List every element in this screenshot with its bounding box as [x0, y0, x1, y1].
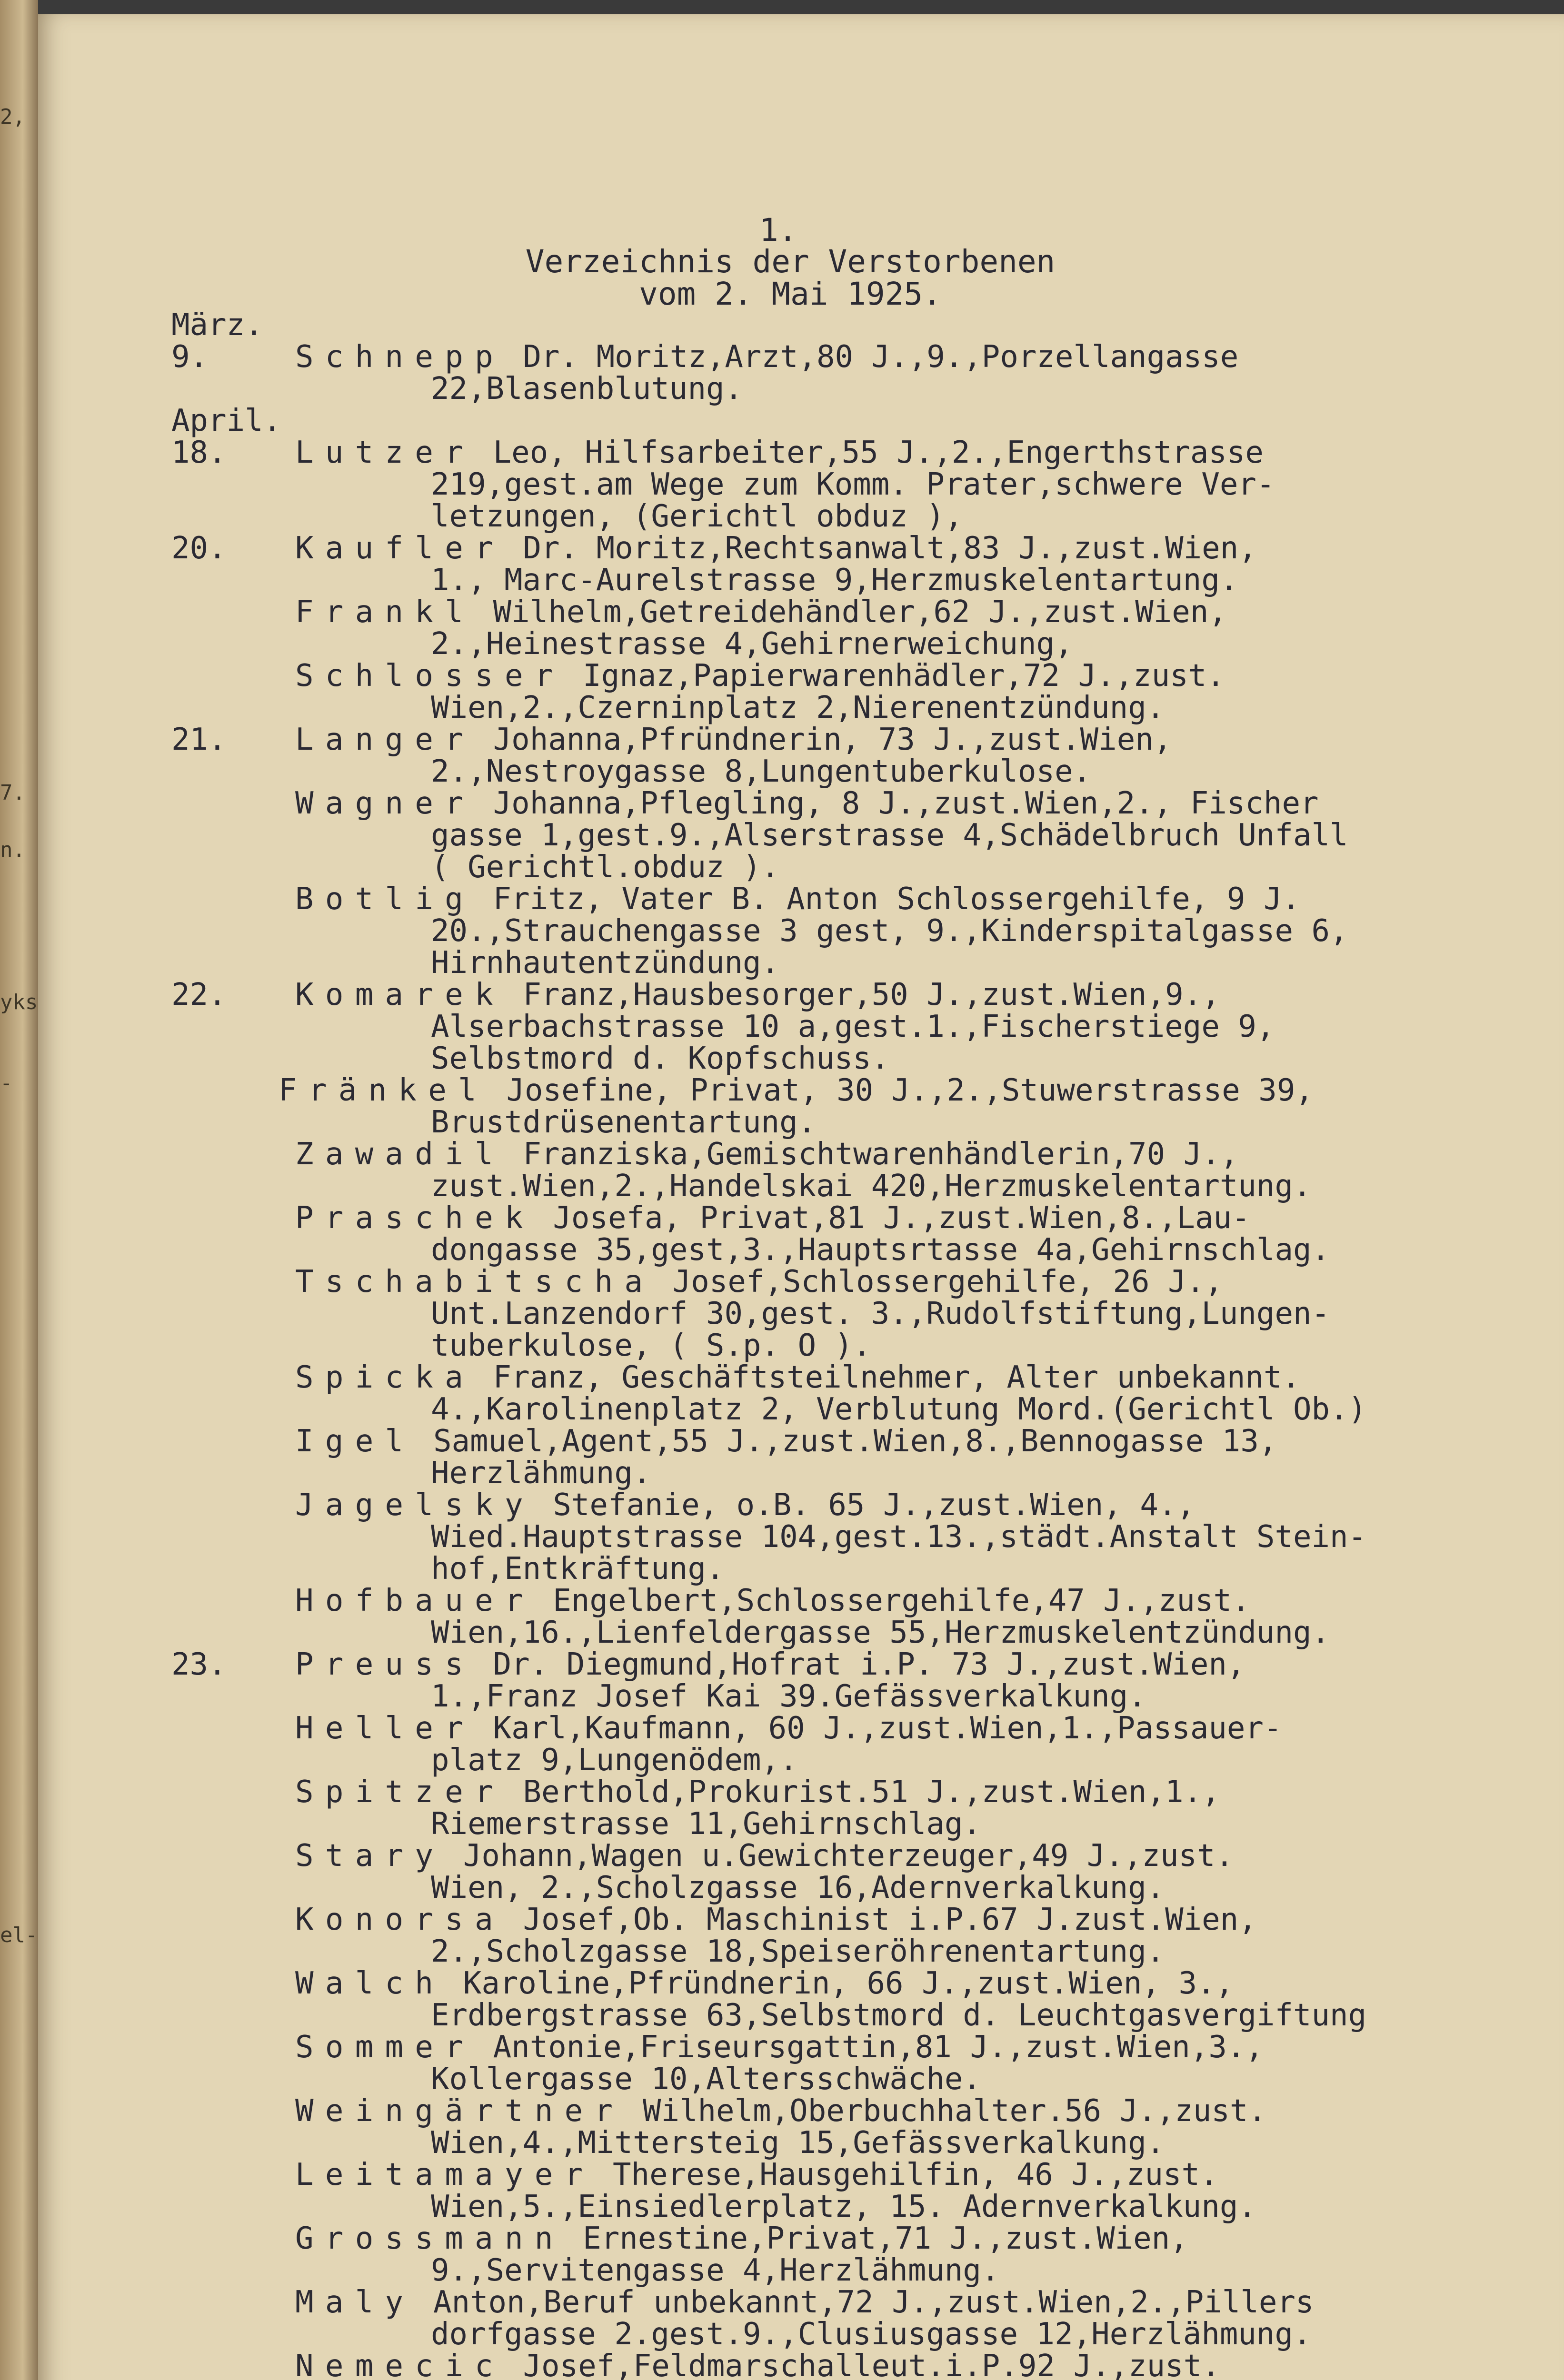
register-entry — [171, 883, 1543, 979]
entry-details: Antonie,Friseursgattin,81 J.,zust.Wien,3., — [493, 2030, 1264, 2065]
entry-first-line — [295, 1776, 1543, 1808]
entry-continuation: dongasse 35,gest,3.,Hauptsrtasse 4a,Gehirnschlag. — [431, 1232, 1330, 1268]
entry-continuation: Brustdrüsenentartung. — [431, 1105, 817, 1140]
register-entry — [171, 437, 1543, 533]
register-entry — [171, 533, 1543, 596]
entry-first-line — [295, 1968, 1543, 2000]
register-entry — [171, 1426, 1543, 1489]
entry-continuation: letzungen, (Gerichtl obduz ), — [431, 499, 963, 534]
margin-fragment: 7. — [0, 781, 25, 805]
entry-day: 9. — [171, 339, 209, 375]
entry-first-line — [295, 533, 1543, 565]
register-entry — [171, 1649, 1543, 1713]
entry-details: Josefa, Privat,81 J.,zust.Wien,8.,Lau- — [553, 1200, 1250, 1236]
entry-details: Karoline,Pfründnerin, 66 J.,zust.Wien, 3., — [463, 1966, 1234, 2001]
entry-continuation: Alserbachstrasse 10 a,gest.1.,Fischerstiege 9, — [431, 1009, 1275, 1044]
entry-day: 18. — [171, 435, 227, 470]
entry-day: 23. — [171, 1647, 227, 1682]
entry-surname: Weingärtner — [295, 2093, 625, 2129]
entry-details: Franz, Geschäftsteilnehmer, Alter unbekannt. — [493, 1360, 1301, 1395]
register-entry — [171, 1489, 1543, 1585]
entry-first-line — [295, 1904, 1543, 1936]
entry-continuation: 20.,Strauchengasse 3 gest, 9.,Kinderspitalgasse 6, — [431, 913, 1348, 949]
entry-surname: Langer — [295, 722, 475, 757]
entry-surname: Igel — [295, 1424, 415, 1459]
entry-surname: Zawadil — [295, 1137, 505, 1172]
register-entry — [171, 1202, 1543, 1266]
entry-continuation: Wien, 2.,Scholzgasse 16,Adernverkalkung. — [431, 1870, 1165, 1905]
entry-list — [171, 309, 1543, 2380]
entry-first-line — [295, 1426, 1543, 1458]
entry-details: Ernestine,Privat,71 J.,zust.Wien, — [583, 2221, 1188, 2256]
entry-continuation: 4.,Karolinenplatz 2, Verblutung Mord.(Gerichtl Ob.) — [431, 1392, 1367, 1427]
entry-first-line — [295, 1585, 1543, 1617]
entry-surname: Tschabitscha — [295, 1264, 655, 1299]
entry-continuation: Wien,4.,Mittersteig 15,Gefässverkalkung. — [431, 2125, 1165, 2161]
entry-details: Wilhelm,Oberbuchhalter.56 J.,zust. — [642, 2093, 1266, 2129]
facing-page-edge — [0, 0, 38, 2380]
entry-first-line — [295, 788, 1543, 820]
margin-fragment: yks — [0, 990, 38, 1014]
entry-first-line — [295, 2223, 1543, 2255]
entry-continuation: Hirnhautentzündung. — [431, 945, 780, 981]
entry-details: Karl,Kaufmann, 60 J.,zust.Wien,1.,Passauer- — [493, 1711, 1282, 1746]
entry-first-line — [295, 596, 1543, 628]
register-entry — [171, 2287, 1543, 2350]
entry-first-line — [295, 1202, 1543, 1234]
entry-surname: Schnepp — [295, 339, 505, 375]
register-entry — [171, 2095, 1543, 2159]
entry-first-line — [295, 1713, 1543, 1745]
entry-details: Stefanie, o.B. 65 J.,zust.Wien, 4., — [553, 1488, 1195, 1523]
register-entry — [171, 2350, 1543, 2380]
register-entry — [171, 341, 1543, 405]
register-entry — [171, 1968, 1543, 2032]
entry-surname: Schlosser — [295, 658, 565, 694]
entry-continuation: 1.,Franz Josef Kai 39.Gefässverkalkung. — [431, 1679, 1146, 1714]
entry-continuation: 1., Marc-Aurelstrasse 9,Herzmuskelentartung. — [431, 563, 1238, 598]
entry-day: 21. — [171, 722, 227, 757]
entry-continuation: Unt.Lanzendorf 30,gest. 3.,Rudolfstiftung,Lungen- — [431, 1296, 1330, 1331]
entry-details: Ignaz,Papierwarenhädler,72 J.,zust. — [583, 658, 1225, 694]
register-entry — [171, 2032, 1543, 2095]
month-heading: April. — [171, 403, 282, 438]
entry-continuation: dorfgasse 2.gest.9.,Clusiusgasse 12,Herzlähmung. — [431, 2317, 1312, 2352]
entry-continuation: Herzlähmung. — [431, 1456, 651, 1491]
entry-surname: Leitamayer — [295, 2157, 595, 2192]
entry-continuation: Kollergasse 10,Altersschwäche. — [431, 2062, 981, 2097]
entry-first-line — [295, 437, 1543, 469]
register-entry — [171, 1840, 1543, 1904]
entry-surname: Hofbauer — [295, 1583, 535, 1618]
entry-first-line — [295, 2350, 1543, 2380]
register-entry — [171, 2159, 1543, 2223]
entry-first-line — [295, 1840, 1543, 1872]
page-number: 1. — [759, 212, 797, 248]
entry-first-line — [295, 2159, 1543, 2191]
entry-day: 20. — [171, 531, 227, 566]
document-page — [38, 14, 1564, 2380]
entry-surname: Preuss — [295, 1647, 475, 1682]
entry-details: Josef,Feldmarschalleut.i.P.92 J.,zust. — [523, 2349, 1220, 2380]
entry-continuation: tuberkulose, ( S.p. O ). — [431, 1328, 871, 1363]
entry-first-line — [279, 1075, 1543, 1107]
entry-details: Fritz, Vater B. Anton Schlossergehilfe, 9 J. — [493, 882, 1301, 917]
entry-continuation: Erdbergstrasse 63,Selbstmord d. Leuchtgasvergiftung — [431, 1998, 1367, 2033]
entry-continuation: Wied.Hauptstrasse 104,gest.13.,städt.Anstalt Stein- — [431, 1519, 1367, 1555]
register-entry — [171, 660, 1543, 724]
entry-details: Franz,Hausbesorger,50 J.,zust.Wien,9., — [523, 977, 1220, 1012]
entry-details: Josef,Schlossergehilfe, 26 J., — [672, 1264, 1223, 1299]
entry-continuation: 219,gest.am Wege zum Komm. Prater,schwere Ver- — [431, 467, 1275, 502]
entry-first-line — [295, 1489, 1543, 1521]
entry-continuation: gasse 1,gest.9.,Alserstrasse 4,Schädelbruch Unfall — [431, 818, 1348, 853]
register-entry — [171, 2223, 1543, 2287]
entry-first-line — [295, 2287, 1543, 2319]
entry-surname: Lutzer — [295, 435, 475, 470]
entry-continuation: Wien,2.,Czerninplatz 2,Nierenentzündung. — [431, 690, 1165, 725]
entry-surname: Maly — [295, 2285, 415, 2320]
register-entry — [171, 1075, 1543, 1139]
entry-details: Therese,Hausgehilfin, 46 J.,zust. — [613, 2157, 1218, 2192]
register-entry — [171, 596, 1543, 660]
entry-surname: Spicka — [295, 1360, 475, 1395]
entry-surname: Walch — [295, 1966, 445, 2001]
entry-first-line — [295, 883, 1543, 915]
entry-details: Franziska,Gemischtwarenhändlerin,70 J., — [523, 1137, 1239, 1172]
entry-continuation: platz 9,Lungenödem,. — [431, 1743, 798, 1778]
entry-first-line — [295, 1649, 1543, 1681]
entry-details: Leo, Hilfsarbeiter,55 J.,2.,Engerthstrasse — [493, 435, 1264, 470]
entry-surname: Kaufler — [295, 531, 505, 566]
entry-continuation: 9.,Servitengasse 4,Herzlähmung. — [431, 2253, 1000, 2288]
entry-details: Johann,Wagen u.Gewichterzeuger,49 J.,zust. — [463, 1838, 1234, 1874]
margin-fragment: n. — [0, 838, 25, 862]
entry-surname: Botlig — [295, 882, 475, 917]
entry-surname: Heller — [295, 1711, 475, 1746]
entry-surname: Wagner — [295, 786, 475, 821]
register-entry — [171, 1585, 1543, 1649]
entry-first-line — [295, 341, 1543, 373]
entry-continuation: 22,Blasenblutung. — [431, 371, 743, 407]
entry-surname: Konorsa — [295, 1902, 505, 1937]
entry-first-line — [295, 979, 1543, 1011]
title-line: Verzeichnis der Verstorbenen — [525, 243, 1056, 280]
register-entry — [171, 724, 1543, 788]
entry-surname: Sommer — [295, 2030, 475, 2065]
entry-first-line — [295, 1139, 1543, 1170]
entry-first-line — [295, 2095, 1543, 2127]
entry-continuation: Wien,16.,Lienfeldergasse 55,Herzmuskelentzündung. — [431, 1615, 1330, 1650]
entry-details: Anton,Beruf unbekannt,72 J.,zust.Wien,2.,Pillers — [433, 2285, 1314, 2320]
entry-details: Berthold,Prokurist.51 J.,zust.Wien,1., — [523, 1775, 1220, 1810]
entry-first-line — [295, 2032, 1543, 2063]
entry-details: Dr. Moritz,Rechtsanwalt,83 J.,zust.Wien, — [523, 531, 1257, 566]
register-entry — [171, 1266, 1543, 1362]
entry-continuation: 2.,Scholzgasse 18,Speiseröhrenentartung. — [431, 1934, 1165, 1969]
margin-fragment: 2, — [0, 105, 25, 129]
entry-first-line — [295, 724, 1543, 756]
document-title — [457, 243, 1124, 312]
entry-details: Engelbert,Schlossergehilfe,47 J.,zust. — [553, 1583, 1250, 1618]
entry-continuation: zust.Wien,2.,Handelskai 420,Herzmuskelentartung. — [431, 1169, 1312, 1204]
entry-first-line — [295, 1266, 1543, 1298]
entry-continuation: Selbstmord d. Kopfschuss. — [431, 1041, 890, 1076]
entry-continuation: hof,Entkräftung. — [431, 1551, 725, 1587]
entry-details: Johanna,Pfründnerin, 73 J.,zust.Wien, — [493, 722, 1172, 757]
entry-continuation: ( Gerichtl.obduz ). — [431, 850, 780, 885]
entry-surname: Grossmann — [295, 2221, 565, 2256]
entry-details: Josefine, Privat, 30 J.,2.,Stuwerstrasse 39, — [506, 1073, 1314, 1108]
register-entry — [171, 1904, 1543, 1968]
entry-continuation: Wien,5.,Einsiedlerplatz, 15. Adernverkalkung. — [431, 2189, 1256, 2224]
entry-details: Johanna,Pflegling, 8 J.,zust.Wien,2., Fischer — [493, 786, 1319, 821]
entry-first-line — [295, 1362, 1543, 1394]
entry-continuation: 2.,Heinestrasse 4,Gehirnerweichung, — [431, 626, 1073, 662]
entry-first-line — [295, 660, 1543, 692]
entry-details: Josef,Ob. Maschinist i.P.67 J.zust.Wien, — [523, 1902, 1257, 1937]
entry-details: Samuel,Agent,55 J.,zust.Wien,8.,Bennogasse 13, — [433, 1424, 1277, 1459]
entry-details: Dr. Moritz,Arzt,80 J.,9.,Porzellangasse — [523, 339, 1239, 375]
register-entry — [171, 1139, 1543, 1202]
entry-surname: Spitzer — [295, 1775, 505, 1810]
register-entry — [171, 979, 1543, 1075]
register-entry — [171, 1776, 1543, 1840]
entry-continuation: Riemerstrasse 11,Gehirnschlag. — [431, 1806, 981, 1842]
entry-surname: Nemecic — [295, 2349, 505, 2380]
entry-surname: Stary — [295, 1838, 445, 1874]
title-date-line: vom 2. Mai 1925. — [639, 276, 942, 312]
margin-fragment: - — [0, 1071, 13, 1095]
register-entry — [171, 1713, 1543, 1776]
register-entry — [171, 1362, 1543, 1426]
entry-surname: Komarek — [295, 977, 505, 1012]
entry-surname: Jagelsky — [295, 1488, 535, 1523]
register-entry — [171, 788, 1543, 883]
entry-surname: Praschek — [295, 1200, 535, 1236]
entry-details: Wilhelm,Getreidehändler,62 J.,zust.Wien, — [493, 595, 1227, 630]
entry-surname: Fränkel — [279, 1073, 488, 1108]
entry-surname: Frankl — [295, 595, 475, 630]
margin-fragment: el- — [0, 1923, 38, 1947]
entry-details: Dr. Diegmund,Hofrat i.P. 73 J.,zust.Wien, — [493, 1647, 1245, 1682]
month-heading: März. — [171, 307, 263, 343]
entry-day: 22. — [171, 977, 227, 1012]
entry-continuation: 2.,Nestroygasse 8,Lungentuberkulose. — [431, 754, 1092, 789]
